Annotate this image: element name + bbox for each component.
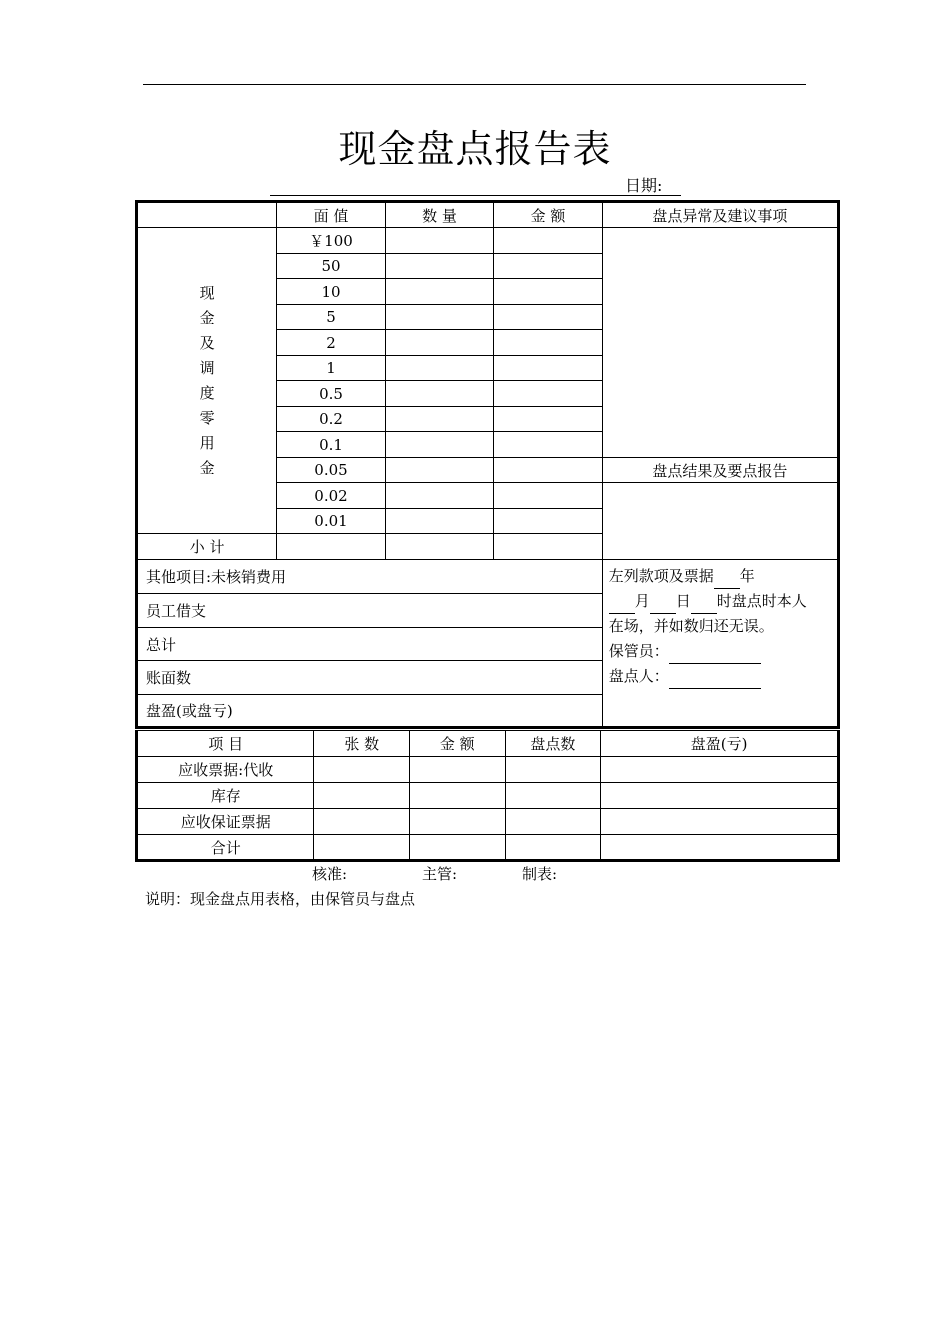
side-char: 用	[199, 433, 215, 452]
date-line	[270, 195, 625, 196]
header-surplus: 盘盈(亏)	[601, 731, 839, 757]
amount-input[interactable]	[494, 305, 602, 330]
count-input[interactable]	[314, 757, 410, 783]
subtotal-denomination[interactable]	[277, 534, 386, 560]
count-input[interactable]	[314, 783, 410, 809]
header-amount: 金 额	[494, 202, 602, 228]
denomination-cell: 0.01	[277, 509, 386, 534]
denomination-cell: 0.5	[277, 381, 386, 407]
date-field[interactable]	[625, 195, 681, 196]
amount-input[interactable]	[494, 381, 602, 407]
subtotal-amount[interactable]	[494, 534, 602, 560]
cert-line2: 时盘点时本人	[716, 592, 807, 610]
header-remarks: 盘点异常及建议事项	[602, 202, 838, 228]
quantity-input[interactable]	[385, 458, 493, 483]
counted-input[interactable]	[505, 757, 601, 783]
surplus-input[interactable]	[601, 835, 839, 861]
amount-input[interactable]	[494, 279, 602, 305]
prepared-label: 制表:	[522, 865, 558, 883]
amount-input[interactable]	[410, 757, 506, 783]
surplus-input[interactable]	[601, 809, 839, 835]
counter-label: 盘点人：	[608, 667, 669, 685]
side-char: 及	[199, 333, 215, 352]
bill-item-label: 应收保证票据	[137, 809, 314, 835]
surplus-input[interactable]	[601, 757, 839, 783]
other-item-row[interactable]: 盘盈(或盘亏)	[137, 695, 603, 728]
approve-label: 核准:	[312, 865, 348, 883]
side-char: 现	[199, 283, 215, 302]
result-header: 盘点结果及要点报告	[602, 458, 838, 483]
supervisor-label: 主管:	[422, 865, 458, 883]
denomination-cell: 0.02	[277, 483, 386, 509]
other-item-row[interactable]: 账面数	[137, 661, 603, 695]
counted-input[interactable]	[505, 783, 601, 809]
side-char: 度	[199, 383, 215, 402]
amount-input[interactable]	[494, 228, 602, 254]
denomination-cell: 0.2	[277, 407, 386, 432]
cert-line1: 左列款项及票据	[608, 567, 714, 585]
cert-year: 年	[739, 567, 755, 585]
footer-note: 说明：现金盘点用表格，由保管员与盘点	[145, 890, 416, 908]
amount-input[interactable]	[410, 809, 506, 835]
top-rule	[143, 84, 806, 85]
page-title: 现金盘点报告表	[338, 127, 612, 171]
cert-month: 月	[634, 592, 650, 610]
header-amount: 金 额	[410, 731, 506, 757]
amount-input[interactable]	[494, 356, 602, 381]
header-counted: 盘点数	[505, 731, 601, 757]
denomination-cell: 0.1	[277, 432, 386, 458]
amount-input[interactable]	[494, 458, 602, 483]
counter-field[interactable]	[669, 688, 761, 689]
cert-day: 日	[675, 592, 691, 610]
amount-input[interactable]	[494, 509, 602, 534]
count-input[interactable]	[314, 809, 410, 835]
header-blank	[137, 202, 277, 228]
quantity-input[interactable]	[385, 330, 493, 356]
denomination-cell: 1	[277, 356, 386, 381]
other-item-row[interactable]: 员工借支	[137, 594, 603, 628]
amount-input[interactable]	[494, 483, 602, 509]
surplus-input[interactable]	[601, 783, 839, 809]
amount-input[interactable]	[494, 254, 602, 279]
header-count: 张 数	[314, 731, 410, 757]
header-item: 项 目	[137, 731, 314, 757]
denomination-cell: 50	[277, 254, 386, 279]
cash-count-table	[135, 200, 840, 729]
quantity-input[interactable]	[385, 305, 493, 330]
denomination-cell: ￥100	[277, 228, 386, 254]
amount-input[interactable]	[410, 783, 506, 809]
side-char: 调	[199, 358, 215, 377]
amount-input[interactable]	[410, 835, 506, 861]
bills-table	[135, 730, 840, 862]
subtotal-quantity[interactable]	[385, 534, 493, 560]
header-denomination: 面 值	[277, 202, 386, 228]
header-quantity: 数 量	[385, 202, 493, 228]
subtotal-label: 小 计	[137, 534, 277, 560]
side-char: 金	[199, 308, 215, 327]
amount-input[interactable]	[494, 407, 602, 432]
cash-side-label	[137, 228, 277, 534]
count-input[interactable]	[314, 835, 410, 861]
bill-item-label: 合计	[137, 835, 314, 861]
quantity-input[interactable]	[385, 407, 493, 432]
custodian-label: 保管员：	[608, 642, 669, 660]
amount-input[interactable]	[494, 432, 602, 458]
remarks-area[interactable]	[602, 228, 838, 458]
side-char: 金	[199, 458, 215, 477]
denomination-cell: 0.05	[277, 458, 386, 483]
denomination-cell: 5	[277, 305, 386, 330]
result-area[interactable]	[602, 483, 838, 560]
quantity-input[interactable]	[385, 279, 493, 305]
amount-input[interactable]	[494, 330, 602, 356]
bill-item-label: 库存	[137, 783, 314, 809]
certification-block	[602, 560, 838, 728]
quantity-input[interactable]	[385, 509, 493, 534]
quantity-input[interactable]	[385, 254, 493, 279]
counted-input[interactable]	[505, 809, 601, 835]
denomination-cell: 10	[277, 279, 386, 305]
cert-line3: 在场，并如数归还无误。	[608, 617, 774, 635]
date-label: 日期:	[625, 176, 663, 195]
other-item-row[interactable]: 其他项目:未核销费用	[137, 560, 603, 594]
counted-input[interactable]	[505, 835, 601, 861]
quantity-input[interactable]	[385, 483, 493, 509]
quantity-input[interactable]	[385, 356, 493, 381]
side-char: 零	[199, 408, 215, 427]
denomination-cell: 2	[277, 330, 386, 356]
bill-item-label: 应收票据:代收	[137, 757, 314, 783]
other-item-row[interactable]: 总计	[137, 628, 603, 661]
quantity-input[interactable]	[385, 381, 493, 407]
quantity-input[interactable]	[385, 228, 493, 254]
quantity-input[interactable]	[385, 432, 493, 458]
